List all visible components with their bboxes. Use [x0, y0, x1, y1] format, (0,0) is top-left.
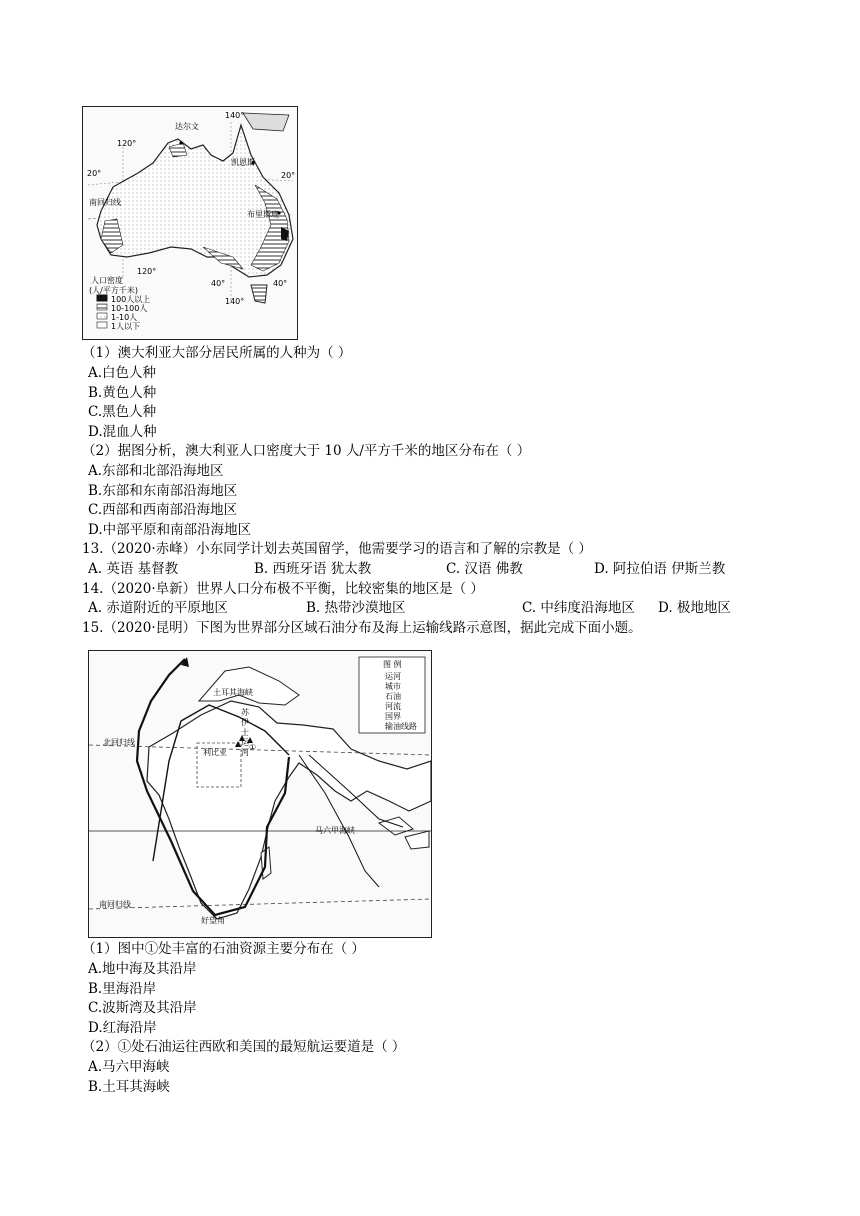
label-lat20-left: 20° — [87, 169, 102, 178]
q13-option-c: C. 汉语 佛教 — [446, 561, 523, 577]
q12-sub1-option-d: D.混血人种 — [88, 424, 157, 440]
q14-option-b: B. 热带沙漠地区 — [306, 600, 406, 616]
q12-sub1-option-b: B.黄色人种 — [88, 385, 157, 401]
legend-item: 石油 — [385, 692, 401, 701]
q14-option-d: D. 极地地区 — [658, 600, 731, 616]
label-tropic-south: 南回归线 — [99, 900, 131, 909]
q12-sub1-stem: （1）澳大利亚大部分居民所属的人种为（ ） — [82, 345, 352, 361]
q15-sub2-stem: （2）①处石油运往西欧和美国的最短航运要道是（ ） — [82, 1039, 406, 1055]
legend-title: 图 例 — [383, 660, 402, 669]
legend-item: 10-100人 — [111, 304, 148, 313]
label-lat40-right: 40° — [273, 279, 288, 288]
q15-sub1-option-d: D.红海沿岸 — [88, 1020, 157, 1036]
label-suez: 苏 — [241, 708, 249, 717]
legend-item: 运河 — [385, 672, 401, 681]
label-suez: 士 — [241, 728, 249, 737]
q15-stem: 15.（2020·昆明）下图为世界部分区域石油分布及海上运输线路示意图，据此完成下面小题。 — [82, 620, 642, 636]
q14-stem: 14.（2020·阜新）世界人口分布极不平衡，比较密集的地区是（ ） — [82, 581, 484, 597]
label-libya: 利比亚 — [203, 748, 227, 757]
label-lon120-bottom: 120° — [137, 267, 157, 276]
legend-item: 输油线路 — [385, 722, 417, 731]
label-turkey-strait: 土耳其海峡 — [213, 688, 253, 697]
legend-item: 国界 — [385, 712, 401, 721]
label-cape: 好望角 — [201, 916, 225, 925]
q12-sub2-stem: （2）据图分析，澳大利亚人口密度大于 10 人/平方千米的地区分布在（ ） — [82, 443, 531, 459]
q15-sub2-option-b: B.土耳其海峡 — [88, 1079, 170, 1095]
oil-routes-map — [88, 650, 432, 938]
q15-sub1-option-c: C.波斯湾及其沿岸 — [88, 1000, 197, 1016]
q12-sub2-option-a: A.东部和北部沿海地区 — [88, 463, 224, 479]
q15-sub1-stem: （1）图中①处丰富的石油资源主要分布在（ ） — [82, 941, 365, 957]
label-cairns: 凯恩斯 — [231, 158, 255, 167]
q12-sub2-option-b: B.东部和东南部沿海地区 — [88, 483, 238, 499]
legend-item: 1-10人 — [111, 313, 138, 322]
q13-option-d: D. 阿拉伯语 伊斯兰教 — [594, 561, 726, 577]
q12-sub1-option-a: A.白色人种 — [88, 365, 157, 381]
label-malacca: 马六甲海峡 — [315, 826, 355, 835]
label-lon120-top: 120° — [117, 139, 137, 148]
legend-title: 人口密度 — [91, 276, 123, 285]
legend-item: 河流 — [385, 702, 401, 711]
label-brisbane: 布里斯班 — [247, 210, 279, 219]
q12-sub2-option-d: D.中部平原和南部沿海地区 — [88, 522, 252, 538]
q13-option-b: B. 西班牙语 犹太教 — [254, 561, 372, 577]
label-lon140-top: 140° — [225, 111, 245, 120]
q14-option-c: C. 中纬度沿海地区 — [522, 600, 635, 616]
q13-option-a: A. 英语 基督教 — [88, 561, 179, 577]
q15-sub1-option-a: A.地中海及其沿岸 — [88, 961, 197, 977]
q12-sub2-option-c: C.西部和西南部沿海地区 — [88, 502, 238, 518]
label-lon140-bottom: 140° — [225, 297, 245, 306]
australia-population-map — [82, 106, 298, 340]
label-lat20-right: 20° — [281, 171, 296, 180]
legend-item: 100人以上 — [111, 295, 151, 304]
label-lat40-left: 40° — [211, 279, 226, 288]
q15-sub2-option-a: A.马六甲海峡 — [88, 1059, 170, 1075]
legend-item: 1人以下 — [111, 322, 141, 331]
label-marker-1: ① — [249, 743, 257, 752]
label-tropic: 南回归线 — [89, 198, 121, 207]
label-suez: 河 — [241, 748, 249, 757]
label-darwin: 达尔文 — [175, 122, 199, 131]
legend-unit: (人/平方千米) — [89, 286, 138, 295]
label-suez: 伊 — [241, 718, 249, 727]
q12-sub1-option-c: C.黑色人种 — [88, 404, 157, 420]
q15-sub1-option-b: B.里海沿岸 — [88, 981, 157, 997]
label-suez: 运 — [241, 738, 249, 747]
label-tropic-north: 北回归线 — [103, 738, 135, 747]
legend-item: 城市 — [385, 682, 401, 691]
q14-option-a: A. 赤道附近的平原地区 — [88, 600, 228, 616]
q13-stem: 13.（2020·赤峰）小东同学计划去英国留学，他需要学习的语言和了解的宗教是（ ） — [82, 541, 592, 557]
